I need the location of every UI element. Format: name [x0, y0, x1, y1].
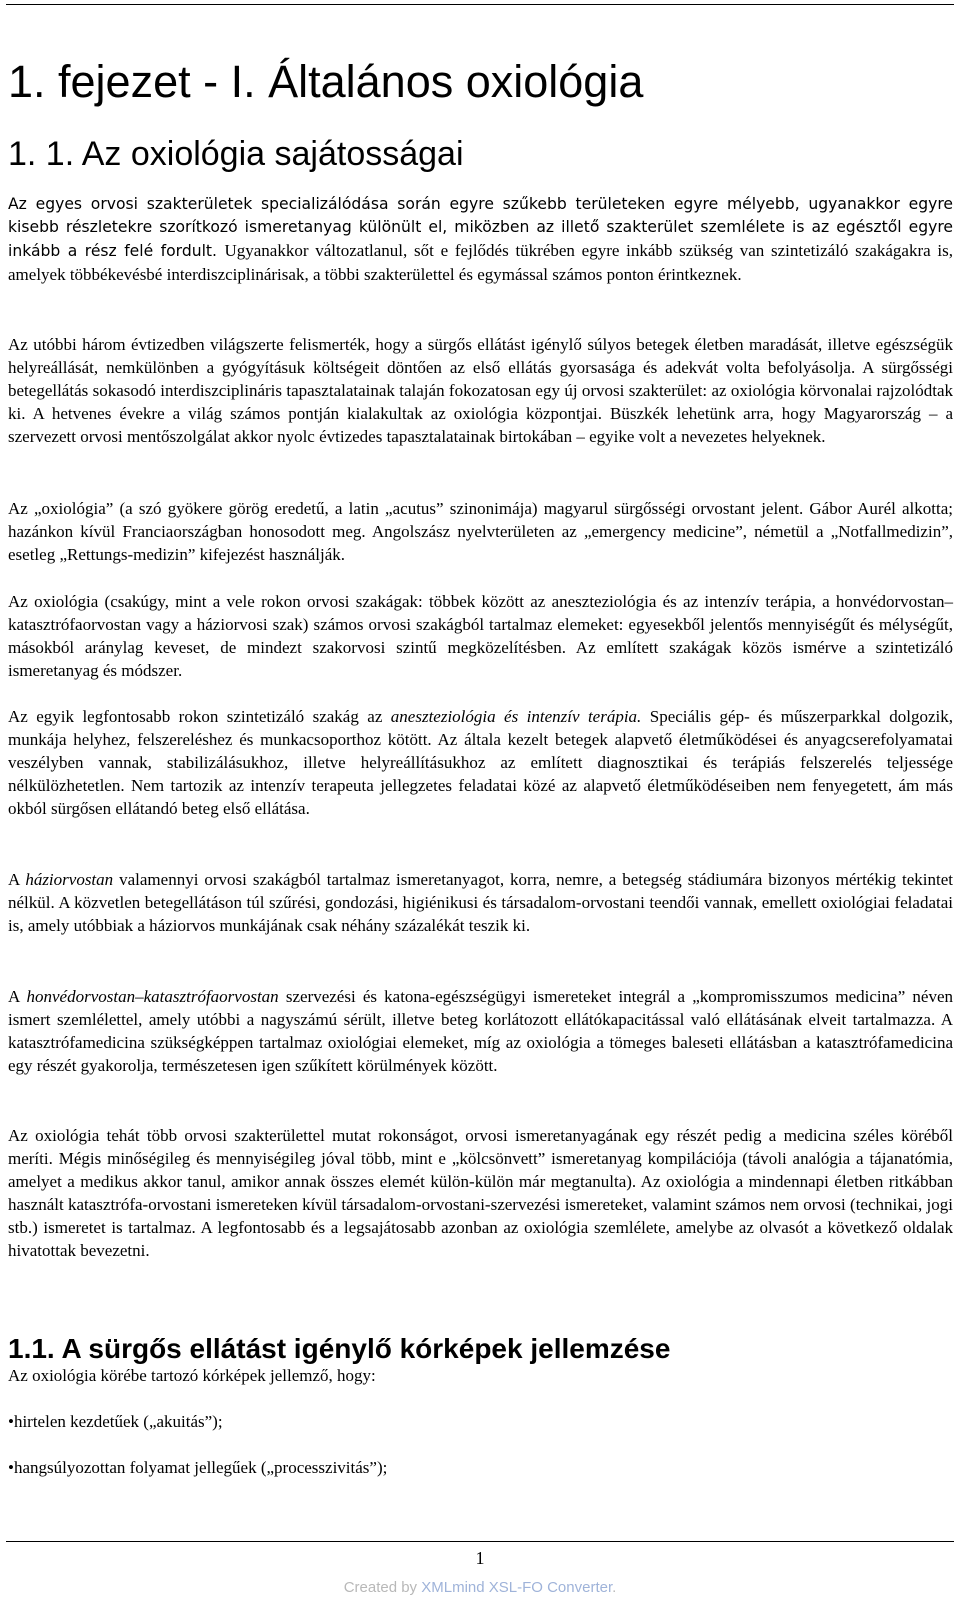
footer-brand: XMLmind XSL-FO Converter	[421, 1579, 613, 1596]
page-number: 1	[475, 1548, 485, 1568]
section-title: 1. 1. Az oxiológia sajátosságai	[8, 135, 464, 173]
footer	[0, 1578, 960, 1598]
paragraph-5-emphasis: aneszteziológia és intenzív terápia.	[390, 707, 642, 726]
paragraph-7-emphasis: honvédorvostan–katasztrófaorvostan	[26, 987, 279, 1006]
footer-suffix: .	[612, 1579, 617, 1596]
paragraph-7-body: szervezési és katona-egészségügyi ismereteket integrál a „kompromisszumos medicina” néven ismert szemlélettel, amely utóbbi a nagyszámú sérült, illetve beteg korlátozott ellátókapacitással való ellátásának elveit tartalmazza. A katasztrófamedicina szükségképpen tartalmaz oxiológiai elemeket, míg az oxiológia a tömeges baleseti ellátásban a katasztrófamedicina egy részét gyakorolja, természetesen igen szűkített körülmények között.	[8, 987, 954, 1075]
top-rule	[6, 4, 954, 5]
paragraph-6-lead: A	[8, 870, 26, 889]
bottom-rule	[6, 1541, 954, 1542]
paragraph-5	[8, 705, 953, 820]
paragraph-1	[8, 193, 953, 287]
chapter-title: 1. fejezet - I. Általános oxiológia	[8, 56, 644, 107]
paragraph-6-emphasis: háziorvostan	[25, 870, 114, 889]
paragraph-7	[8, 985, 953, 1077]
intro-line: Az oxiológia körébe tartozó kórképek jellemző, hogy:	[8, 1366, 376, 1385]
paragraph-5-lead: Az egyik legfontosabb rokon szintetizáló szakág az	[8, 707, 391, 726]
paragraph-7-lead: A	[8, 987, 27, 1006]
subsection-title: 1.1. A sürgős ellátást igénylő kórképek jellemzése	[8, 1333, 671, 1364]
bullet-item-1: •hirtelen kezdetűek („akuitás”);	[8, 1412, 223, 1431]
paragraph-2: Az utóbbi három évtizedben világszerte felismerték, hogy a sürgős ellátást igénylő súlyos betegek életben maradását, illetve egészségük helyreállását, nemkülönben a gyógyításuk költségeit döntően az első ellátás gyorsasága és adekvát volta befolyásolja. A sürgősségi betegellátás sokasodó interdiszciplináris tapasztalatainak talaján fokozatosan egy új orvosi szakterület: az oxiológia körvonalai rajzolódtak ki. A hetvenes évekre a világ számos pontján kialakultak az oxiológia központjai. Büszkék lehetünk arra, hogy Magyarország – a szervezett orvosi mentőszolgálat akkor nyolc évtizedes tapasztalatainak birtokában – egyike volt a nevezetes helyeknek.	[8, 335, 953, 446]
paragraph-4: Az oxiológia (csakúgy, mint a vele rokon orvosi szakágak: többek között az aneszteziológia és az intenzív terápia, a honvédorvostan–katasztrófaorvostan vagy a háziorvosi szak) számos orvosi szakágból tartalmaz elemeket: egyesekből jelentős mennyiségűt és mélységűt, másokból aránylag keveset, de mindezt szakorvosi szintű megközelítésben. Az említett szakágak közös ismérve a szintetizáló ismeretanyag és módszer.	[8, 592, 953, 680]
paragraph-6	[8, 868, 953, 937]
paragraph-1-part-a: Az egyes orvosi szakterületek specializálódása során egyre szűkebb területeken egyre mélyebb, ugyanakkor egyre kisebb részletekre szorítkozó ismeretanyag különült el, miközben az illető szakterület szemlélete is az egésztől egyre inkább a rész felé fordult.	[8, 195, 953, 260]
bullet-item-2: •hangsúlyozottan folyamat jellegűek („processzivitás”);	[8, 1458, 388, 1477]
paragraph-3: Az „oxiológia” (a szó gyökere görög eredetű, a latin „acutus” szinonimája) magyarul sürgősségi orvostant jelent. Gábor Aurél alkotta; hazánkon kívül Franciaországban honosodott meg. Angolszász nyelvterületen az „emergency medicine”, németül a „Notfallmedizin”, esetleg „Rettungs-medizin” kifejezést használják.	[8, 499, 953, 564]
paragraph-8: Az oxiológia tehát több orvosi szakterülettel mutat rokonságot, orvosi ismeretanyagának egy részét pedig a medicina széles köréből meríti. Mégis minőségileg és mennyiségileg jóval több, mint e „kölcsönvett” ismeretanyag kompilációja (távoli analógia a tájanatómia, amelyet a medikus akkor tanul, amikor annak összes elemét külön-külön már megtanulta). Az oxiológia a mindennapi életben ritkábban használt katasztrófa-orvostani ismereteken kívül társadalom-orvostani-szervezési ismereteket, valamint számos nem orvosi (technikai, jogi stb.) ismeretet is tartalmaz. A legfontosabb és a legsajátosabb azonban az oxiológia szemlélete, amelybe az olvasót a következő oldalak hivatottak bevezetni.	[8, 1126, 953, 1260]
footer-prefix: Created by	[343, 1579, 422, 1596]
paragraph-5-body: Speciális gép- és műszerparkkal dolgozik, munkája helyhez, felszereléshez és munkacsoporthoz kötött. Az általa kezelt betegek alapvető életműködései és anyagcserefolyamatai veszélyben vannak, stabilizálásukhoz, illetve helyreállításukhoz az említett diagnosztikai és terápiás felszerelés teljessége nélkülözhetetlen. Nem tartozik az intenzív terapeuta jellegzetes feladatai közé az alapvető életműködéseiben nem fenyegetett, ám más okból sürgősen ellátandó beteg első ellátása.	[8, 707, 953, 818]
paragraph-1-part-b: Ugyanakkor változatlanul, sőt e fejlődés tükrében egyre inkább szükség van szintetizáló szakágakra is, amelyek többékevésbé interdiszciplinárisak, a többi szakterülettel és egymással számos ponton érintkeznek.	[8, 241, 953, 284]
paragraph-6-body: valamennyi orvosi szakágból tartalmaz ismeretanyagot, korra, nemre, a betegség stádiumára bizonyos mértékig tekintet nélkül. A közvetlen betegellátáson túl szűrési, gondozási, higiénikusi és társadalom-orvostani teendői vannak, emellett oxiológiai feladatai is, amely utóbbiak a háziorvos munkájának csak néhány százalékát teszik ki.	[8, 870, 954, 935]
